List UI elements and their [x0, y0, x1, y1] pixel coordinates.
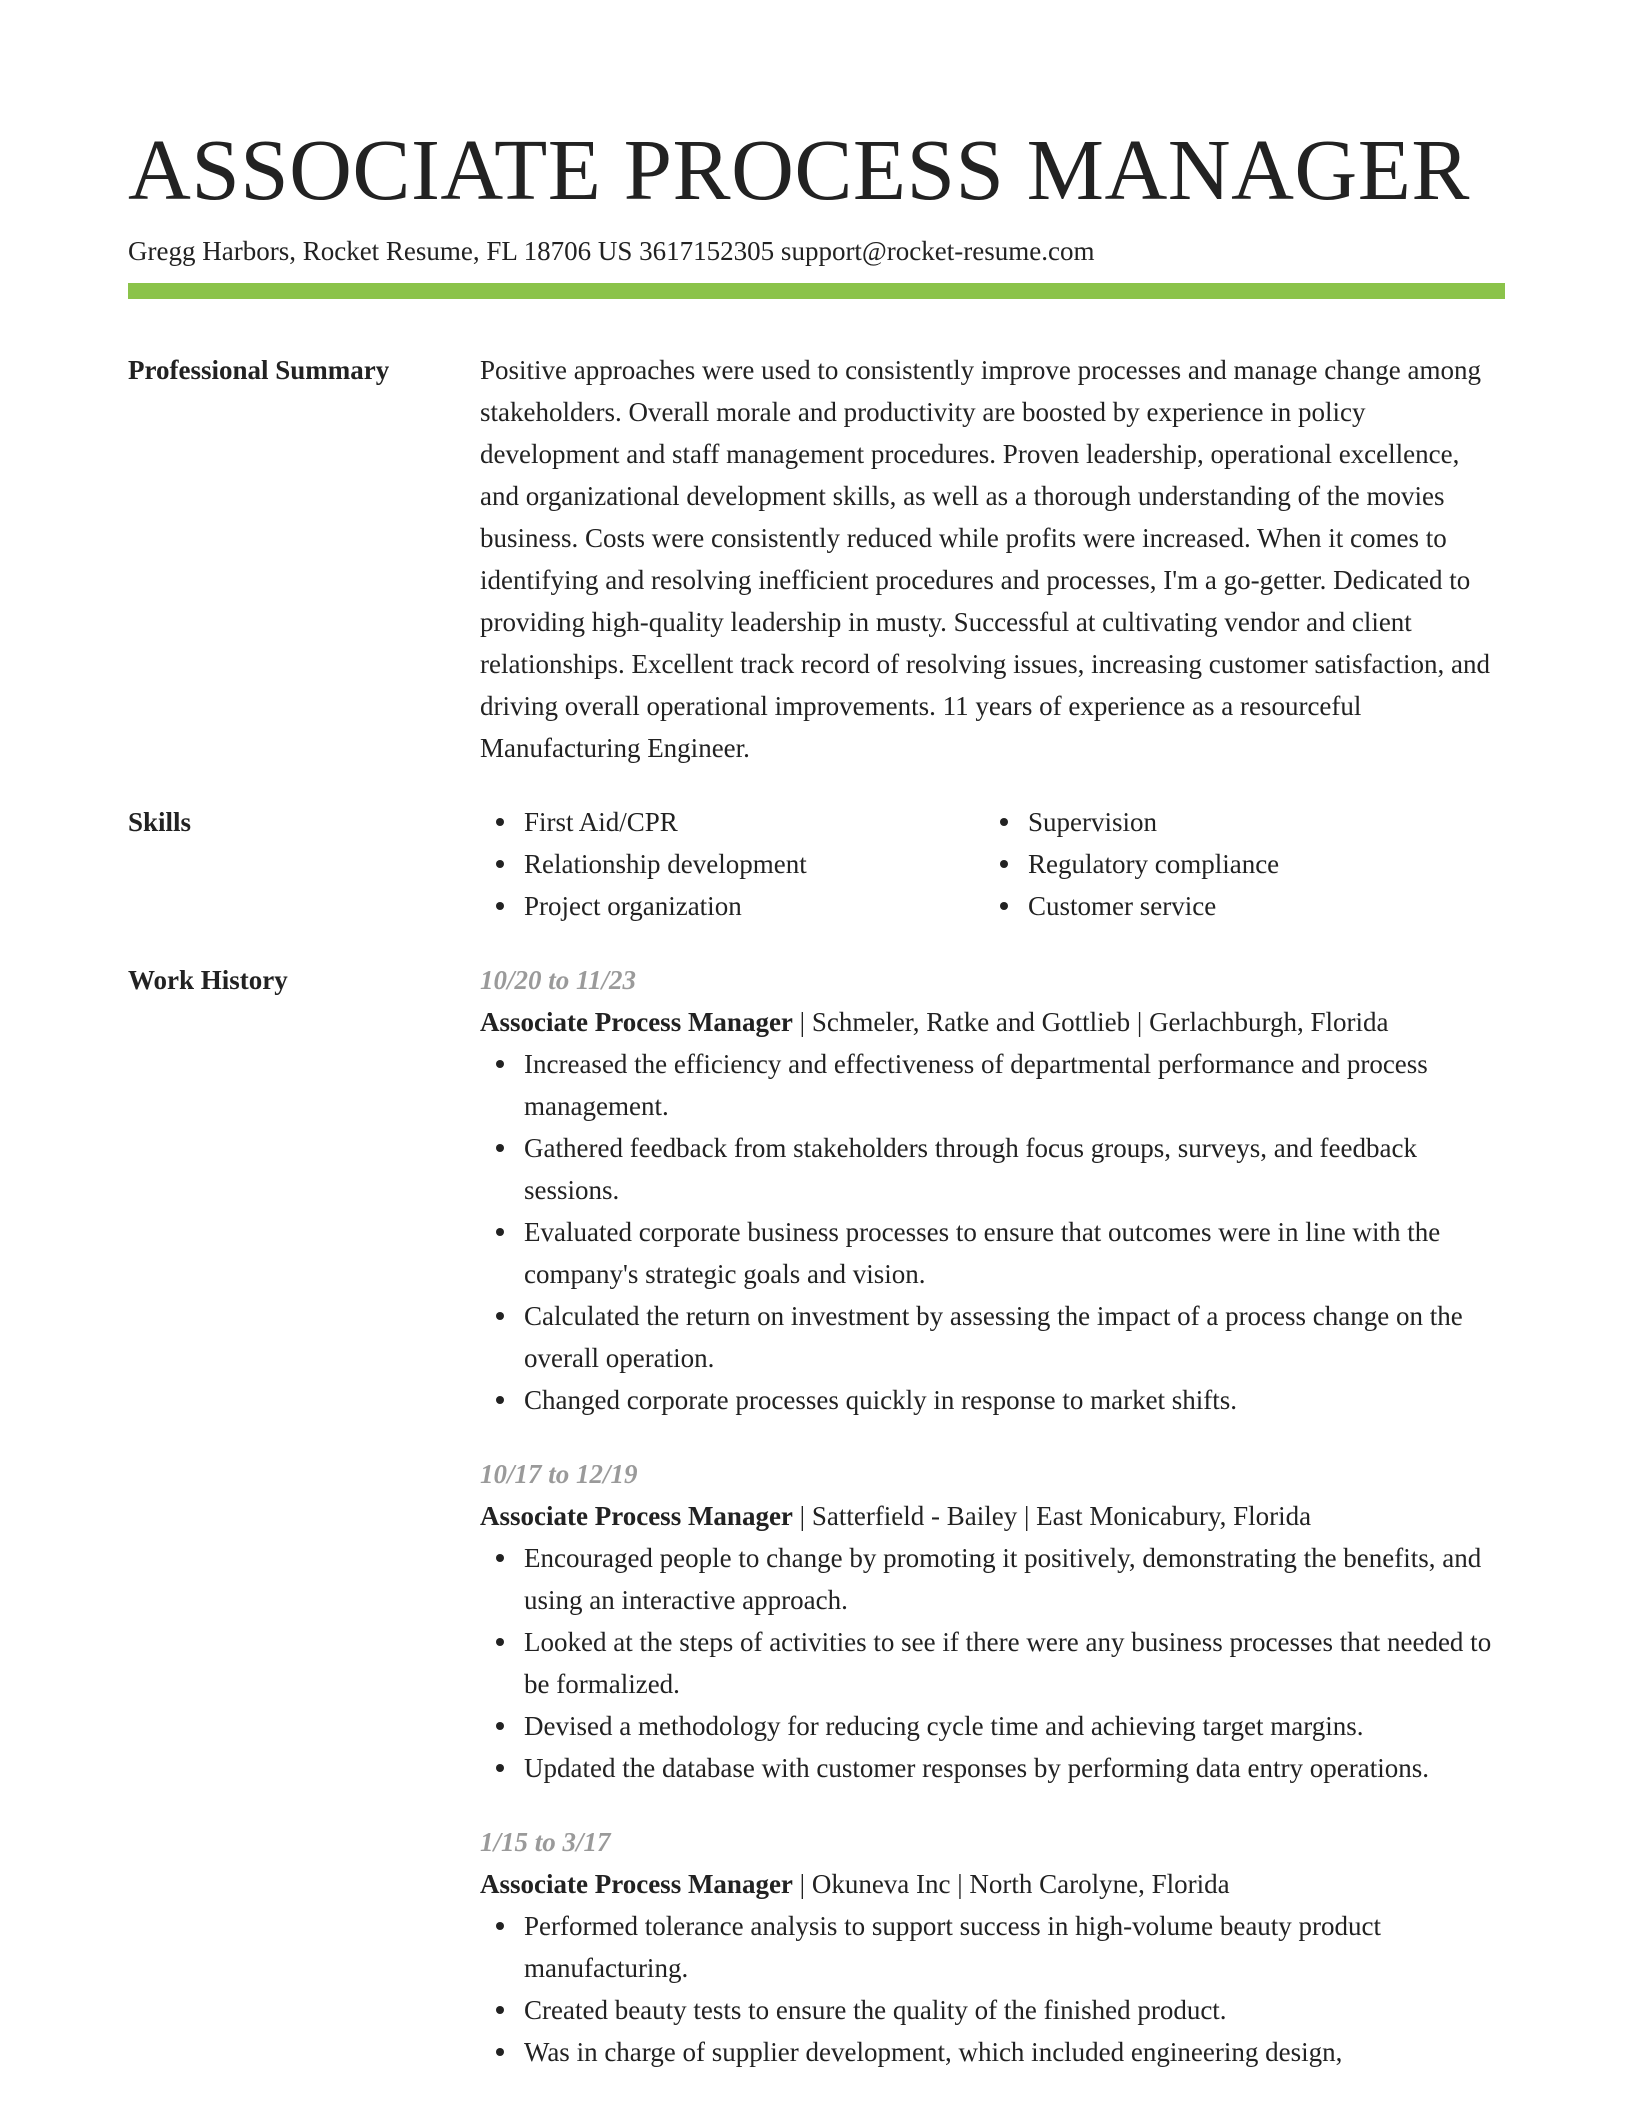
job-bullet: Increased the efficiency and effectiveness of departmental performance and process management.	[524, 1043, 1505, 1127]
job-dates: 1/15 to 3/17	[480, 1827, 611, 1857]
job-employer-location: | Schmeler, Ratke and Gottlieb | Gerlachburgh, Florida	[792, 1007, 1389, 1037]
job-bullet: Calculated the return on investment by assessing the impact of a process change on the overall operation.	[524, 1295, 1505, 1379]
skill-item: Customer service	[1028, 885, 1488, 927]
skill-item: Supervision	[1028, 801, 1488, 843]
job-list	[480, 959, 1505, 2073]
skills-list-left	[480, 801, 984, 927]
job-bullet: Looked at the steps of activities to see if there were any business processes that needed to be formalized.	[524, 1621, 1505, 1705]
job-bullet: Created beauty tests to ensure the quality of the finished product.	[524, 1989, 1505, 2031]
professional-summary-section	[128, 349, 1505, 769]
job-title: Associate Process Manager	[480, 1501, 793, 1531]
job-bullet: Evaluated corporate business processes to ensure that outcomes were in line with the company's strategic goals and vision.	[524, 1211, 1505, 1295]
skills-list-right	[984, 801, 1488, 927]
job-bullet: Encouraged people to change by promoting it positively, demonstrating the benefits, and using an interactive approach.	[524, 1537, 1505, 1621]
accent-divider	[128, 283, 1505, 299]
resume-page	[128, 0, 1505, 2073]
contact-line: Gregg Harbors, Rocket Resume, FL 18706 US 3617152305 support@rocket-resume.com	[128, 236, 1095, 266]
job-title: Associate Process Manager	[480, 1869, 793, 1899]
job-entry	[480, 1453, 1505, 1789]
job-bullet: Performed tolerance analysis to support success in high-volume beauty product manufacturing.	[524, 1905, 1505, 1989]
skill-item: Relationship development	[524, 843, 984, 885]
job-bullets	[480, 1905, 1505, 2073]
job-bullets	[480, 1043, 1505, 1421]
job-entry	[480, 959, 1505, 1421]
job-dates: 10/20 to 11/23	[480, 965, 637, 995]
job-employer-location: | Okuneva Inc | North Carolyne, Florida	[792, 1869, 1230, 1899]
resume-title: ASSOCIATE PROCESS MANAGER	[128, 121, 1470, 218]
section-label-skills: Skills	[128, 807, 192, 837]
job-entry	[480, 1821, 1505, 2073]
job-bullets	[480, 1537, 1505, 1789]
work-history-section	[128, 959, 1505, 2073]
skills-section	[128, 801, 1505, 927]
skill-item: First Aid/CPR	[524, 801, 984, 843]
job-bullet: Updated the database with customer responses by performing data entry operations.	[524, 1747, 1505, 1789]
section-label-work-history: Work History	[128, 965, 288, 995]
skills-columns	[480, 801, 1505, 927]
job-employer-location: | Satterfield - Bailey | East Monicabury, Florida	[792, 1501, 1312, 1531]
job-bullet: Devised a methodology for reducing cycle time and achieving target margins.	[524, 1705, 1505, 1747]
skill-item: Project organization	[524, 885, 984, 927]
job-role-line	[480, 1495, 1505, 1537]
job-role-line	[480, 1001, 1505, 1043]
summary-text: Positive approaches were used to consistently improve processes and manage change among stakeholders. Overall morale and productivity are boosted by experience in policy development and staff management procedures. Proven leadership, operational excellence, and organizational development skills, as well as a thorough understanding of the movies business. Costs were consistently reduced while profits were increased. When it comes to identifying and resolving inefficient procedures and processes, I'm a go-getter. Dedicated to providing high-quality leadership in musty. Successful at cultivating vendor and client relationships. Excellent track record of resolving issues, increasing customer satisfaction, and driving overall operational improvements. 11 years of experience as a resourceful Manufacturing Engineer.	[480, 355, 1490, 763]
job-title: Associate Process Manager	[480, 1007, 793, 1037]
section-label-summary: Professional Summary	[128, 355, 390, 385]
job-dates: 10/17 to 12/19	[480, 1459, 638, 1489]
skill-item: Regulatory compliance	[1028, 843, 1488, 885]
job-bullet: Gathered feedback from stakeholders through focus groups, surveys, and feedback sessions.	[524, 1127, 1505, 1211]
job-role-line	[480, 1863, 1505, 1905]
job-bullet: Changed corporate processes quickly in response to market shifts.	[524, 1379, 1505, 1421]
job-bullet: Was in charge of supplier development, which included engineering design,	[524, 2031, 1505, 2073]
